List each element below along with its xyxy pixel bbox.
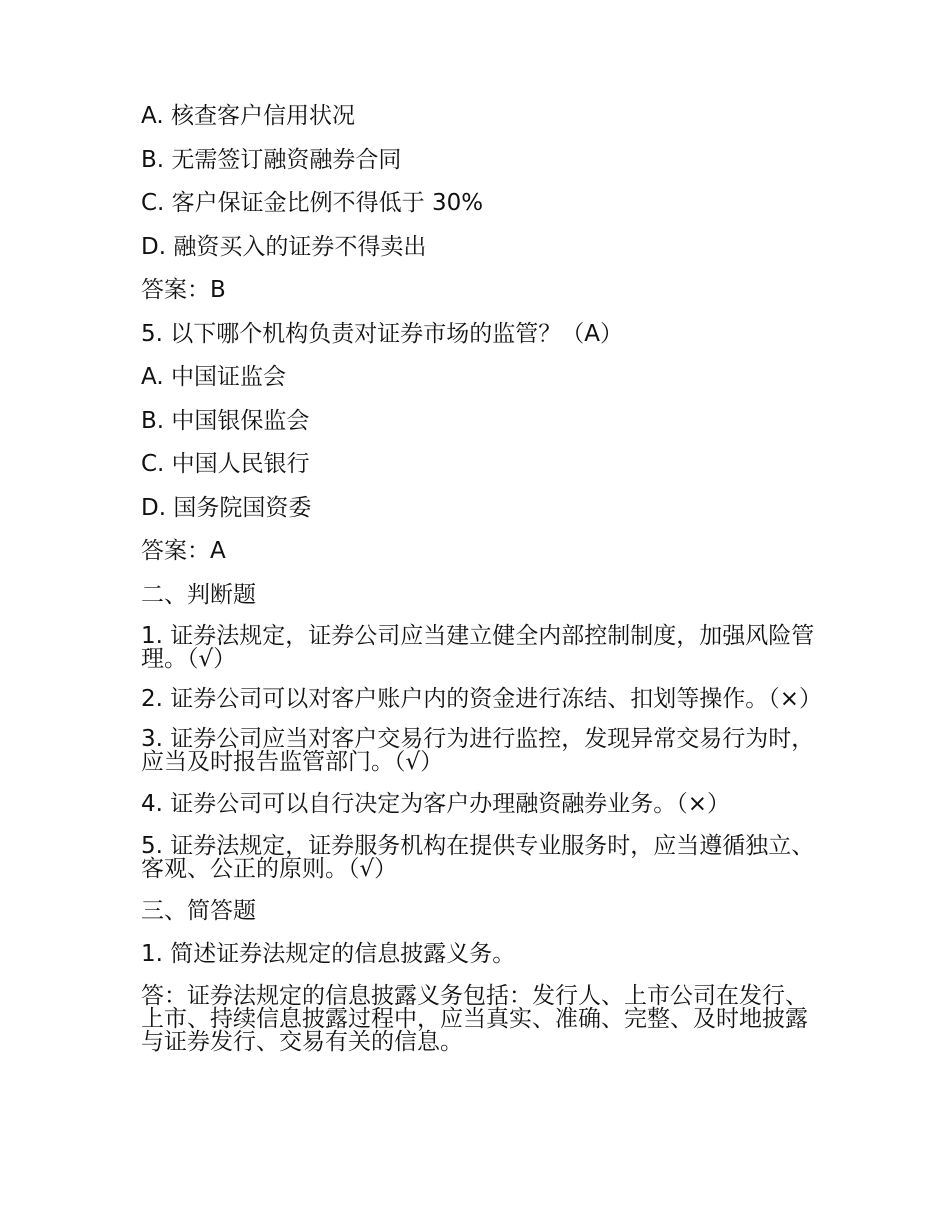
section3-heading: 三、简答题	[141, 897, 256, 924]
q5-answer: 答案：A	[141, 538, 226, 564]
q4-option-d: D. 融资买入的证券不得卖出	[141, 233, 427, 260]
q5-option-a: A. 中国证监会	[141, 364, 286, 390]
tf-item-3: 3. 证券公司应当对客户交易行为进行监控，发现异常交易行为时，应当及时报告监管部门。（√）	[141, 726, 815, 775]
q4-option-a: A. 核查客户信用状况	[141, 103, 355, 129]
document-page	[141, 103, 821, 1071]
q5-option-c: C. 中国人民银行	[141, 451, 310, 477]
section2-heading: 二、判断题	[141, 581, 256, 608]
q5-option-d: D. 国务院国资委	[141, 494, 312, 521]
q5-option-b: B. 中国银保监会	[141, 407, 310, 434]
short-answer-answer: 答：证券法规定的信息披露义务包括：发行人、上市公司在发行、上市、持续信息披露过程中，应当真实、准确、完整、及时地披露与证券发行、交易有关的信息。	[141, 982, 808, 1055]
q5-question: 5. 以下哪个机构负责对证券市场的监管？（A）	[141, 320, 623, 347]
tf-item-1: 1. 证券法规定，证券公司应当建立健全内部控制制度，加强风险管理。（√）	[141, 623, 815, 672]
tf-item-2: 2. 证券公司可以对客户账户内的资金进行冻结、扣划等操作。（×）	[141, 686, 823, 712]
short-answer-question: 1. 简述证券法规定的信息披露义务。	[141, 941, 516, 967]
q4-answer: 答案：B	[141, 277, 226, 303]
tf-item-5: 5. 证券法规定，证券服务机构在提供专业服务时，应当遵循独立、客观、公正的原则。（√）	[141, 832, 815, 882]
q4-option-b: B. 无需签订融资融券合同	[141, 146, 402, 173]
tf-item-4: 4. 证券公司可以自行决定为客户办理融资融券业务。（×）	[141, 791, 731, 817]
q4-option-c: C. 客户保证金比例不得低于 30%	[141, 190, 484, 216]
